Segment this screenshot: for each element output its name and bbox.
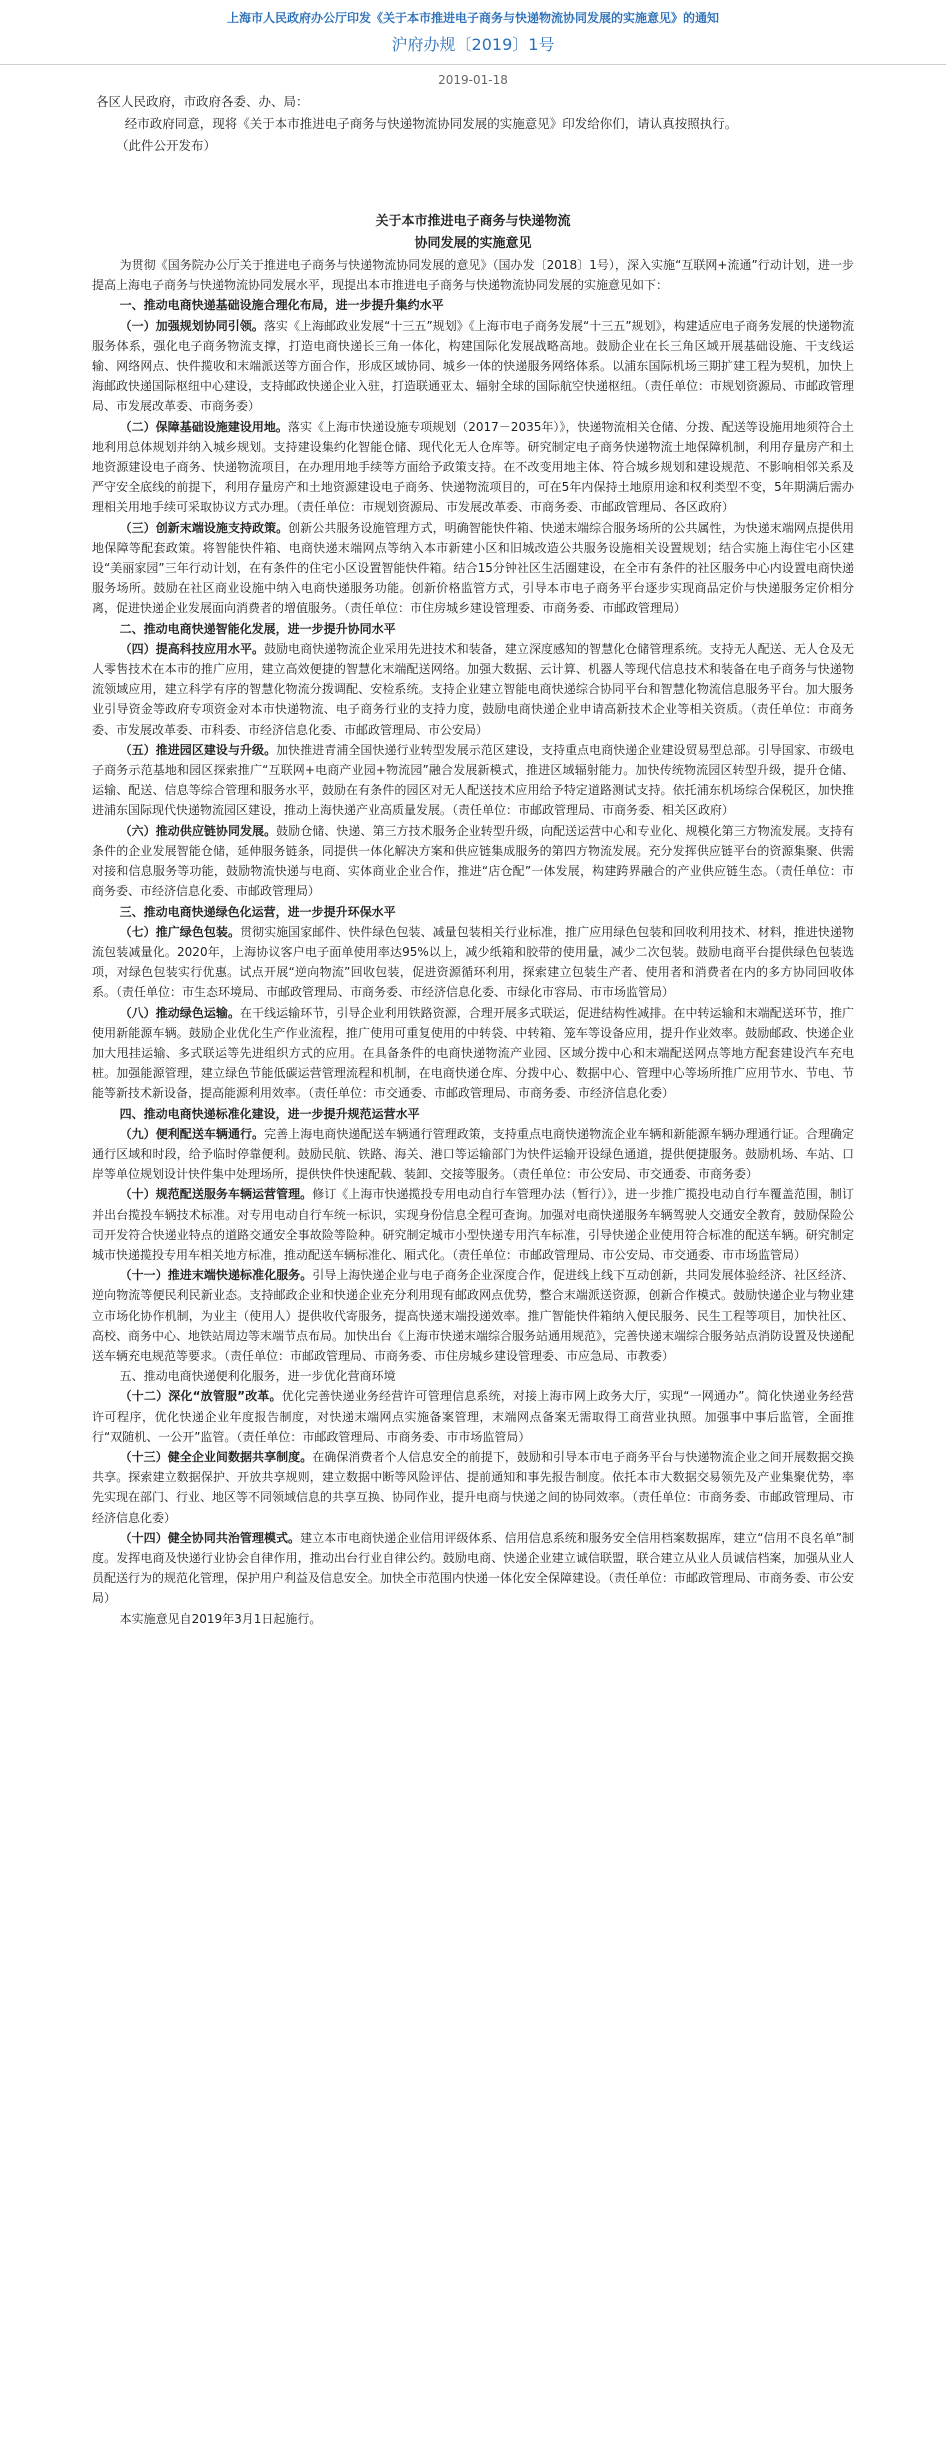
paragraph-12 <box>92 1386 854 1447</box>
paragraph-3 <box>92 518 854 619</box>
paragraph-5-heading: （五）推进园区建设与升级。 <box>119 742 277 757</box>
paragraph-6-heading: （六）推动供应链协同发展。 <box>119 823 277 838</box>
article-title-line-2: 协同发展的实施意见 <box>414 236 532 251</box>
paragraph-10-heading: （十）规范配送服务车辆运营管理。 <box>119 1187 313 1202</box>
paragraph-10-body: 修订《上海市快递揽投专用电动自行车管理办法（暂行）》，进一步推广揽投电动自行车覆盖范围，制订并出台揽投车辆技术标准。对专用电动自行车统一标识，实现身份信息全程可查询。加强对电商快递服务车辆驾驶人交通安全教育，鼓励保险公司开发符合快递业特点的道路交通安全事故险等险种。研究制定城市小型快递专用汽车标准，引导快递企业使用符合标准的配送车辆。研究制定城市快递揽投专用车相关地方标准，推动配送车辆标准化、厢式化。（责任单位：市邮政管理局、市公安局、市交通委、市市场监管局） <box>92 1187 854 1262</box>
paragraph-5-body: 加快推进青浦全国快递行业转型发展示范区建设，支持重点电商快递企业建设贸易型总部。引导国家、市级电子商务示范基地和园区探索推广“互联网+电商产业园+物流园”融合发展新模式，推进区域辐射能力。加快传统物流园区转型升级，提升仓储、运输、配送、信息等综合管理和服务水平，鼓励在有条件的园区对无人配送技术应用给予特定道路测试支持。依托浦东机场综合保税区，加快推进浦东国际现代快递物流园区建设，推动上海快递产业高质量发展。（责任单位：市邮政管理局、市商务委、相关区政府） <box>92 742 854 818</box>
paragraph-8-heading: （八）推动绿色运输。 <box>119 1005 240 1020</box>
paragraph-10 <box>92 1184 854 1265</box>
paragraph-4-body: 鼓励电商快递物流企业采用先进技术和装备，建立深度感知的智慧化仓储管理系统。支持无人配送、无人仓及无人零售技术在本市的推广应用，建立高效便捷的智慧化末端配送网络。加强大数据、云计算、机器人等现代信息技术和装备在电子商务与快递物流领域应用，建立科学有序的智慧化物流分拨调配、安检系统。支持企业建立智能电商快递综合协同平台和智慧化物流信息服务平台。加大服务业引导资金等政府专项资金对本市快递物流、电子商务行业的支持力度，鼓励电商快递企业申请高新技术企业等相关资质。（责任单位：市商务委、市发展改革委、市科委、市经济信息化委、市邮政管理局、市公安局） <box>92 641 854 737</box>
header-divider <box>0 64 946 65</box>
paragraph-1-heading: （一）加强规划协同引领。 <box>119 318 264 333</box>
paragraph-14 <box>92 1528 854 1609</box>
publish-date: 2019-01-18 <box>438 73 508 87</box>
paragraph-6-body: 鼓励仓储、快递、第三方技术服务企业转型升级，向配送运营中心和专业化、规模化第三方物流发展。支持有条件的企业发展智能仓储，延伸服务链条，同提供一体化解决方案和供应链集成服务的第四方物流发展。充分发挥供应链平台的资源集聚、供需对接和信息服务等功能，鼓励物流快递与电商、实体商业企业合作，推进“店仓配”一体发展，构建跨界融合的产业供应链生态。（责任单位：市商务委、市经济信息化委、市邮政管理局） <box>92 823 854 899</box>
section-heading-2: 二、推动电商快递智能化发展，进一步提升协同水平 <box>119 621 396 636</box>
publish-note: （此件公开发布） <box>116 138 217 153</box>
paragraph-11 <box>92 1265 854 1366</box>
paragraph-9 <box>92 1124 854 1185</box>
notice-body <box>96 91 850 157</box>
paragraph-2 <box>92 417 854 518</box>
paragraph-14-heading: （十四）健全协同共治管理模式。 <box>119 1530 301 1545</box>
paragraph-12-body: 优化完善快递业务经营许可管理信息系统，对接上海市网上政务大厅，实现“一网通办”。简化快递业务经营许可程序，优化快递企业年度报告制度，对快递末端网点实施备案管理，末端网点备案无需取得工商营业执照。加强事中事后监管，全面推行“双随机、一公开”监管。（责任单位：市邮政管理局、市商务委、市市场监管局） <box>92 1389 854 1444</box>
paragraph-1 <box>92 316 854 417</box>
page-title: 上海市人民政府办公厅印发《关于本市推进电子商务与快递物流协同发展的实施意见》的通知 <box>226 11 719 25</box>
paragraph-6 <box>92 821 854 902</box>
paragraph-3-body: 创新公共服务设施管理方式，明确智能快件箱、快递末端综合服务场所的公共属性，为快递末端网点提供用地保障等配套政策。将智能快件箱、电商快递末端网点等纳入本市新建小区和旧城改造公共服务设施相关设置规划；结合实施上海住宅小区建设“美丽家园”三年行动计划，在有条件的住宅小区设置智能快件箱。结合15分钟社区生活圈建设，在全市有条件的社区服务中心内设置电商快递服务场所。鼓励在社区商业设施中纳入电商快递服务功能。创新价格监管方式，引导本市电子商务平台逐步实现商品定价与快递服务定价相分离，促进快递企业发展面向消费者的增值服务。（责任单位：市住房城乡建设管理委、市商务委、市邮政管理局） <box>92 520 854 616</box>
paragraph-7-body: 贯彻实施国家邮件、快件绿色包装、减量包装相关行业标准，推广应用绿色包装和回收利用技术、材料，推进快递物流包装减量化。2020年，上海协议客户电子面单使用率达95%以上，减少纸箱和胶带的使用量，减少二次包装。鼓励电商平台提供绿色包装选项，对绿色包装实行优惠。试点开展“逆向物流”回收包装，促进资源循环利用，探索建立包装生产者、使用者和消费者在内的多方协同回收体系。（责任单位：市生态环境局、市邮政管理局、市商务委、市经济信息化委、市绿化市容局、市市场监管局） <box>92 924 854 1000</box>
paragraph-9-body: 完善上海电商快递配送车辆通行管理政策，支持重点电商快递物流企业车辆和新能源车辆办理通行证。合理确定通行区域和时段，给予临时停靠便利。鼓励民航、铁路、海关、港口等运输部门为快件运输开设绿色通道，提供便捷服务。鼓励机场、车站、口岸等单位规划设计快件集中处理场所，提供快件快速配载、装卸、交接等服务。（责任单位：市公安局、市交通委、市商务委） <box>92 1126 854 1182</box>
paragraph-7-heading: （七）推广绿色包装。 <box>119 924 240 939</box>
page-header <box>0 0 946 58</box>
article <box>92 211 854 1629</box>
paragraph-13-body: 在确保消费者个人信息安全的前提下，鼓励和引导本市电子商务平台与快递物流企业之间开展数据交换共享。探索建立数据保护、开放共享规则，建立数据中断等风险评估、提前通知和事先报告制度。依托本市大数据交易领先及产业集聚优势，率先实现在部门、行业、地区等不同领域信息的共享互换、协同作业，提升电商与快递之间的协同效率。（责任单位：市商务委、市邮政管理局、市经济信息化委） <box>92 1449 855 1525</box>
paragraph-1-body: 落实《上海邮政业发展“十三五”规划》《上海市电子商务发展“十三五”规划》，构建适应电子商务发展的快递物流服务体系，强化电子商务物流支撑，打造电商快递长三角一体化，构建国际化发展战略高地。鼓励企业在长三角区域开展基础设施、干支线运输、网络网点、快件揽收和末端派送等方面合作，形成区域协同、城乡一体的快递服务网络体系。以浦东国际机场三期扩建工程为契机，加快上海邮政快递国际枢纽中心建设，支持邮政快递企业入驻，打造联通亚太、辐射全球的国际航空快递枢纽。（责任单位：市规划资源局、市邮政管理局、市发展改革委、市商务委） <box>92 318 855 414</box>
article-intro: 为贯彻《国务院办公厅关于推进电子商务与快递物流协同发展的意见》（国办发〔2018〕1号），深入实施“互联网+流通”行动计划，进一步提高上海电子商务与快递物流协同发展水平，现提出本市推进电子商务与快递物流协同发展的实施意见如下： <box>92 258 854 293</box>
paragraph-11-body: 引导上海快递企业与电子商务企业深度合作，促进线上线下互动创新，共同发展体验经济、社区经济、逆向物流等便民利民新业态。支持邮政企业和快递企业充分利用现有邮政网点优势，整合末端派送资源，创新合作模式。鼓励快递企业与物业建立市场化协作机制，为业主（使用人）提供收代寄服务，提高快递末端投递效率。推广智能快件箱纳入便民服务、民生工程等项目，加快社区、高校、商务中心、地铁站周边等末端节点布局。加快出台《上海市快递末端综合服务站通用规范》，完善快递末端综合服务站点消防设置及快递配送车辆充电规范等要求。（责任单位：市邮政管理局、市商务委、市住房城乡建设管理委、市应急局、市教委） <box>92 1268 855 1363</box>
paragraph-4-heading: （四）提高科技应用水平。 <box>119 641 265 656</box>
paragraph-14-body: 建立本市电商快递企业信用评级体系、信用信息系统和服务安全信用档案数据库，建立“信用不良名单”制度。发挥电商及快递行业协会自律作用，推动出台行业自律公约。鼓励电商、快递企业建立诚信联盟，联合建立从业人员诚信档案，加强从业人员配送行为的规范化管理，保护用户利益及信息安全。加快全市范围内快递一体化安全保障建设。（责任单位：市邮政管理局、市商务委、市公安局） <box>92 1530 855 1606</box>
section-heading-3: 三、推动电商快递绿色化运营，进一步提升环保水平 <box>119 904 396 919</box>
paragraph-2-heading: （二）保障基础设施建设用地。 <box>119 419 288 434</box>
section-heading-1: 一、推动电商快递基础设施合理化布局，进一步提升集约水平 <box>119 298 444 313</box>
paragraph-2-body: 落实《上海市快递设施专项规划（2017－2035年）》，快递物流相关仓储、分拨、配送等设施用地须符合土地利用总体规划并纳入城乡规划。支持建设集约化智能仓储、现代化无人仓库等。研究制定电子商务快递物流土地保障机制，利用存量房产和土地资源建设电子商务、快递物流项目，在办理用地手续等方面给予政策支持。在不改变用地主体、符合城乡规划和建设规范、不影响相邻关系及严守安全底线的前提下，利用存量房产和土地资源建设电子商务、快递物流项目的，可在5年内保持土地原用途和权利类型不变，5年期满后需办理相关用地手续可采取协议方式办理。（责任单位：市规划资源局、市发展改革委、市商务委、市邮政管理局、各区政府） <box>92 419 854 515</box>
paragraph-7 <box>92 922 854 1003</box>
paragraph-4 <box>92 639 854 740</box>
section-heading-4: 四、推动电商快递标准化建设，进一步提升规范运营水平 <box>119 1106 420 1121</box>
closing-statement: 本实施意见自2019年3月1日起施行。 <box>119 1611 322 1626</box>
paragraph-3-heading: （三）创新末端设施支持政策。 <box>119 520 289 535</box>
paragraph-5 <box>92 740 854 821</box>
paragraph-11-heading: （十一）推进末端快递标准化服务。 <box>119 1268 313 1283</box>
paragraph-8 <box>92 1003 854 1104</box>
notice-text: 经市政府同意，现将《关于本市推进电子商务与快递物流协同发展的实施意见》印发给你们，请认真按照执行。 <box>124 116 738 131</box>
paragraph-12-heading: （十二）深化“放管服”改革。 <box>119 1389 282 1404</box>
paragraph-13-heading: （十三）健全企业间数据共享制度。 <box>119 1449 313 1464</box>
paragraph-9-heading: （九）便利配送车辆通行。 <box>119 1126 265 1141</box>
article-title-line-1: 关于本市推进电子商务与快递物流 <box>375 214 571 229</box>
paragraph-8-body: 在干线运输环节，引导企业利用铁路资源，合理开展多式联运，促进结构性减排。在中转运输和末端配送环节，推广使用新能源车辆。鼓励企业优化生产作业流程，推广使用可重复使用的中转袋、中转箱、笼车等设备应用，提升作业效率。鼓励邮政、快递企业加大甩挂运输、多式联运等先进组织方式的应用。在具备条件的电商快递物流产业园、区域分拨中心和末端配送网点等地方配套建设汽车充电桩。加强能源管理，建立绿色节能低碳运营管理流程和机制，在电商快递仓库、分拨中心、数据中心、管理中心等场所推广应用节水、节电、节能等新技术新设备，提高能源利用效率。（责任单位：市交通委、市邮政管理局、市商务委、市经济信息化委） <box>92 1005 854 1101</box>
notice-salutation: 各区人民政府，市政府各委、办、局： <box>96 94 309 109</box>
paragraph-13 <box>92 1447 854 1528</box>
document-number: 沪府办规〔2019〕1号 <box>391 35 555 54</box>
section-heading-5: 五、推动电商快递便利化服务，进一步优化营商环境 <box>119 1369 396 1384</box>
